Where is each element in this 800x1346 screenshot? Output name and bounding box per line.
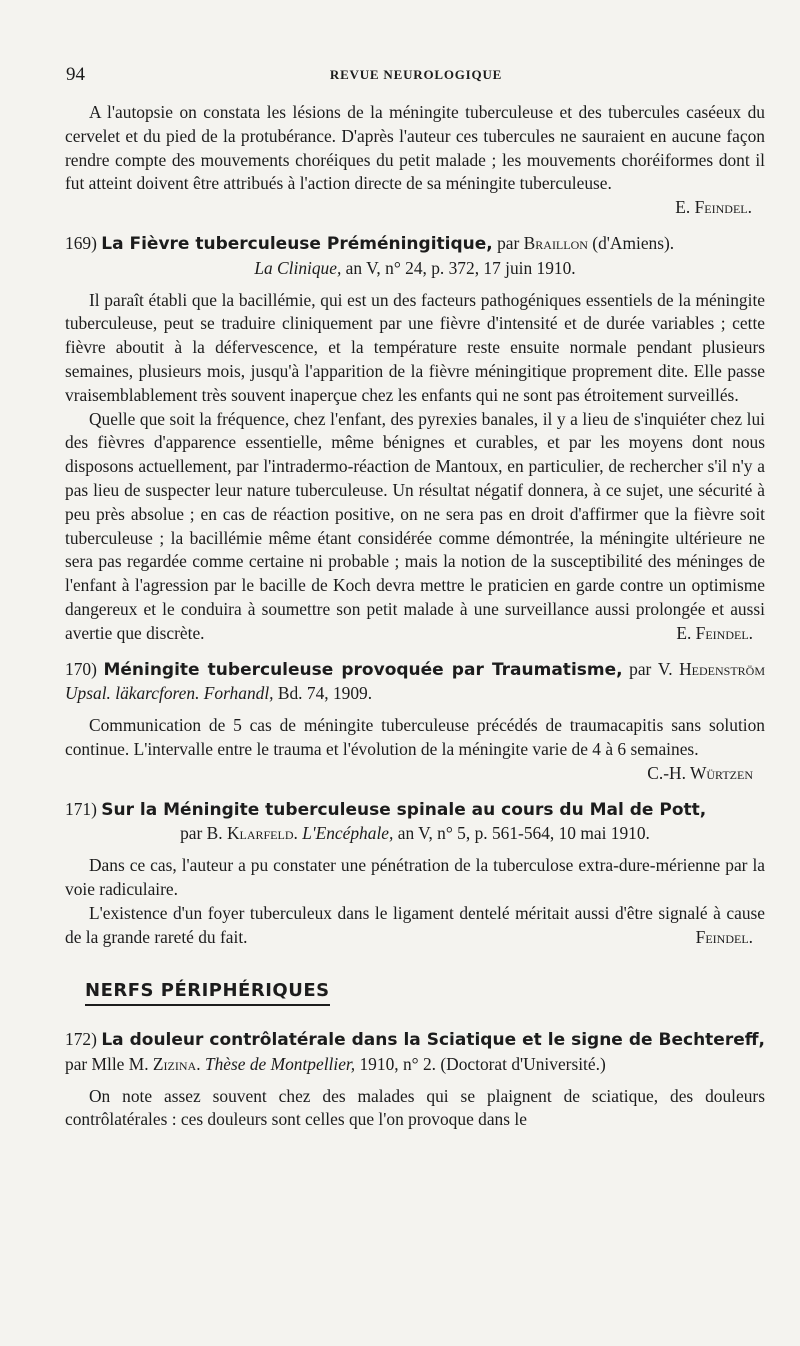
- article-170-paragraph-1: Communication de 5 cas de méningite tuberculeuse précédés de traumacapitis sans solution continue. L'intervalle entre le trauma et l'évolution de la méningite varie de 4 à 6 semaines. C.-H. Würtzen: [65, 714, 765, 762]
- article-171-author: B. Klarfeld.: [206, 823, 298, 844]
- article-169-header: [65, 232, 765, 281]
- article-171-signature: Feindel.: [695, 926, 753, 947]
- intro-signature: E. Feindel.: [675, 197, 752, 218]
- article-170-signature: C.-H. Würtzen: [647, 762, 753, 783]
- article-169-paragraph-1: Il paraît établi que la bacillémie, qui est un des facteurs pathogéniques essentiels de la méningite tuberculeuse, peut se traduire cliniquement par une fièvre d'intensité et de durée variables ; cette fièvre aboutit à la défervescence, et la température reste ensuite normale pendant plusieurs semaines, plusieurs mois, jusqu'à l'apparition de la fièvre méningitique proprement dite. Elle passe vraisemblablement très souvent inaperçue chez les enfants qui ne sont pas étroitement surveillés.: [65, 289, 765, 405]
- article-172-header: [65, 1028, 765, 1077]
- article-169-ref: an V, n° 24, p. 372, 17 juin 1910.: [345, 257, 576, 278]
- article-172-number: 172): [65, 1029, 97, 1050]
- article-169-author-suffix: (d'Amiens).: [592, 232, 675, 253]
- article-171-number: 171): [65, 798, 97, 819]
- article-172-ref: 1910, n° 2. (Doctorat d'Université.): [359, 1053, 606, 1074]
- article-170-ref: Bd. 74, 1909.: [277, 683, 373, 704]
- article-169-signature: E. Feindel.: [676, 622, 753, 643]
- article-171-paragraph-2: L'existence d'un foyer tuberculeux dans le ligament dentelé méritait aussi d'être signalé à cause de la grande rareté du fait. Feindel.: [65, 902, 765, 950]
- article-171-reference: [65, 822, 765, 846]
- article-171-author-prefix: par: [180, 823, 203, 844]
- journal-title: REVUE NEUROLOGIQUE: [329, 67, 503, 82]
- article-172-title: La douleur contrôlatérale dans la Sciatique et le signe de Bechtereff,: [101, 1030, 765, 1051]
- article-169-reference: [65, 257, 765, 281]
- article-170-author: V. Hedenström: [657, 658, 765, 679]
- article-169-journal: La Clinique,: [254, 257, 342, 278]
- article-171-header: [65, 798, 765, 847]
- article-170-title: Méningite tuberculeuse provoquée par Traumatisme,: [103, 659, 623, 680]
- article-169-title: La Fièvre tuberculeuse Préméningitique,: [101, 233, 493, 254]
- running-head: [66, 64, 766, 88]
- article-169-paragraph-2: Quelle que soit la fréquence, chez l'enfant, des pyrexies banales, il y a lieu de s'inquiéter chez lui des fièvres d'apparence essentielle, même bénignes et curables, et par les moyens dont nous disposons actuellement, par l'intradermo-réaction de Mantoux, en particulier, de rechercher s'il n'y a pas lieu de suspecter leur nature tuberculeuse. Un résultat négatif donnera, à ce sujet, une sécurité à peu près absolue ; en cas de réaction positive, on ne sera pas en droit d'affirmer que la fièvre soit tuberculeuse ; la bacillémie même étant considérée comme démontrée, la méningite ultérieure ne sera pas regardée comme certaine ni probable ; mais la notion de la susceptibilité des méninges de l'enfant à l'agression par le bacille de Koch devra mettre le praticien en garde contre un optimisme dangereux et le conduira à soumettre son petit malade à une surveillance aussi prolongée et aussi avertie que discrète. E. Feindel.: [65, 408, 765, 646]
- article-172-author: Zizina.: [152, 1053, 201, 1074]
- article-170-author-prefix: par: [629, 658, 652, 679]
- intro-paragraph: A l'autopsie on constata les lésions de la méningite tuberculeuse et des tubercules caséeux du cervelet et du pied de la protubérance. D'après l'auteur ces tubercules ne sauraient en aucune façon rendre compte des mouvements choréiques du petit malade ; les mouvements choréiformes dont il fut atteint doivent être attribués à l'action directe de sa méningite tuberculeuse.: [65, 102, 765, 194]
- article-171-ref: an V, n° 5, p. 561-564, 10 mai 1910.: [397, 823, 650, 844]
- article-171-title: Sur la Méningite tuberculeuse spinale au cours du Mal de Pott,: [101, 799, 707, 820]
- article-169-number: 169): [65, 232, 97, 253]
- article-171-journal: L'Encéphale,: [302, 823, 394, 844]
- page-number: 94: [66, 64, 85, 85]
- article-172-paragraph-1: On note assez souvent chez des malades qui se plaignent de sciatique, des douleurs contrôlatérales : ces douleurs sont celles que l'on provoque dans le: [65, 1085, 765, 1130]
- article-170-header: [65, 658, 765, 707]
- article-172-journal: Thèse de Montpellier,: [204, 1053, 356, 1074]
- article-171-paragraph-1: Dans ce cas, l'auteur a pu constater une pénétration de la tuberculose extra-dure-mérienne par la voie radiculaire.: [65, 855, 765, 899]
- section-title: NERFS PÉRIPHÉRIQUES: [85, 979, 330, 1006]
- article-169-author: Braillon: [523, 232, 588, 253]
- article-169-author-prefix: par: [497, 232, 520, 253]
- body-text: [65, 101, 765, 1132]
- article-172-author-prefix: par Mlle M.: [65, 1053, 149, 1074]
- article-170-journal: Upsal. läkarcforen. Forhandl,: [65, 683, 274, 704]
- article-170-number: 170): [65, 658, 97, 679]
